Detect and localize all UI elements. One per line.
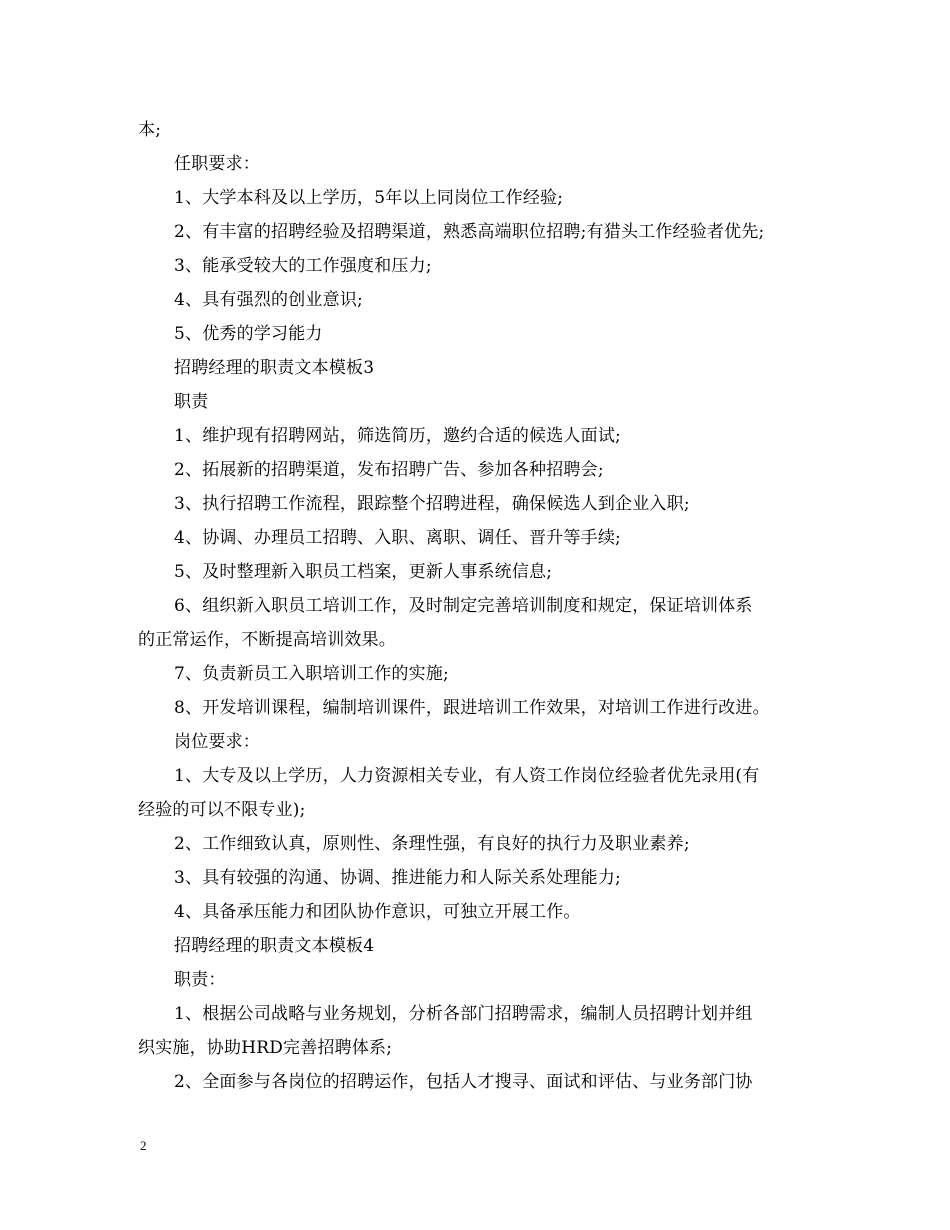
subsection-heading: 岗位要求： bbox=[174, 732, 260, 752]
text-line: 3、执行招聘工作流程，跟踪整个招聘进程，确保候选人到企业入职; bbox=[174, 494, 690, 514]
section-heading: 招聘经理的职责文本模板3 bbox=[174, 358, 375, 378]
text-line: 2、工作细致认真，原则性、条理性强，有良好的执行力及职业素养; bbox=[174, 834, 690, 854]
text-line: 4、具备承压能力和团队协作意识，可独立开展工作。 bbox=[174, 902, 581, 922]
text-line: 5、及时整理新入职员工档案，更新人事系统信息; bbox=[174, 562, 553, 582]
document-body bbox=[138, 113, 818, 1099]
text-line: 1、维护现有招聘网站，筛选简历，邀约合适的候选人面试; bbox=[174, 426, 621, 446]
text-line: 本; bbox=[138, 120, 162, 140]
text-line: 4、协调、办理员工招聘、入职、离职、调任、晋升等手续; bbox=[174, 528, 621, 548]
text-line: 2、拓展新的招聘渠道，发布招聘广告、参加各种招聘会; bbox=[174, 460, 604, 480]
text-line: 1、根据公司战略与业务规划，分析各部门招聘需求，编制人员招聘计划并组 bbox=[174, 1004, 753, 1024]
text-line: 的正常运作，不断提高培训效果。 bbox=[138, 630, 396, 650]
text-line: 织实施，协助HRD完善招聘体系; bbox=[138, 1038, 393, 1058]
text-line: 2、全面参与各岗位的招聘运作，包括人才搜寻、面试和评估、与业务部门协 bbox=[174, 1072, 753, 1092]
text-line: 5、优秀的学习能力 bbox=[174, 324, 323, 344]
subsection-heading: 职责： bbox=[174, 970, 226, 990]
text-line: 8、开发培训课程，编制培训课件，跟进培训工作效果，对培训工作进行改进。 bbox=[174, 698, 770, 718]
text-line: 6、组织新入职员工培训工作，及时制定完善培训制度和规定，保证培训体系 bbox=[174, 596, 753, 616]
text-line: 任职要求： bbox=[174, 154, 260, 174]
text-line: 7、负责新员工入职培训工作的实施; bbox=[174, 664, 449, 684]
section-heading: 招聘经理的职责文本模板4 bbox=[174, 936, 375, 956]
text-line: 2、有丰富的招聘经验及招聘渠道，熟悉高端职位招聘;有猎头工作经验者优先; bbox=[174, 222, 765, 242]
text-line: 3、具有较强的沟通、协调、推进能力和人际关系处理能力; bbox=[174, 868, 621, 888]
text-line: 3、能承受较大的工作强度和压力; bbox=[174, 256, 432, 276]
text-line: 1、大学本科及以上学历，5年以上同岗位工作经验; bbox=[174, 188, 564, 208]
text-line: 4、具有强烈的创业意识; bbox=[174, 290, 363, 310]
text-line: 1、大专及以上学历，人力资源相关专业，有人资工作岗位经验者优先录用(有 bbox=[174, 766, 760, 786]
text-line: 经验的可以不限专业); bbox=[138, 800, 306, 820]
page-number: 2 bbox=[140, 1138, 147, 1153]
subsection-heading: 职责 bbox=[174, 392, 209, 412]
